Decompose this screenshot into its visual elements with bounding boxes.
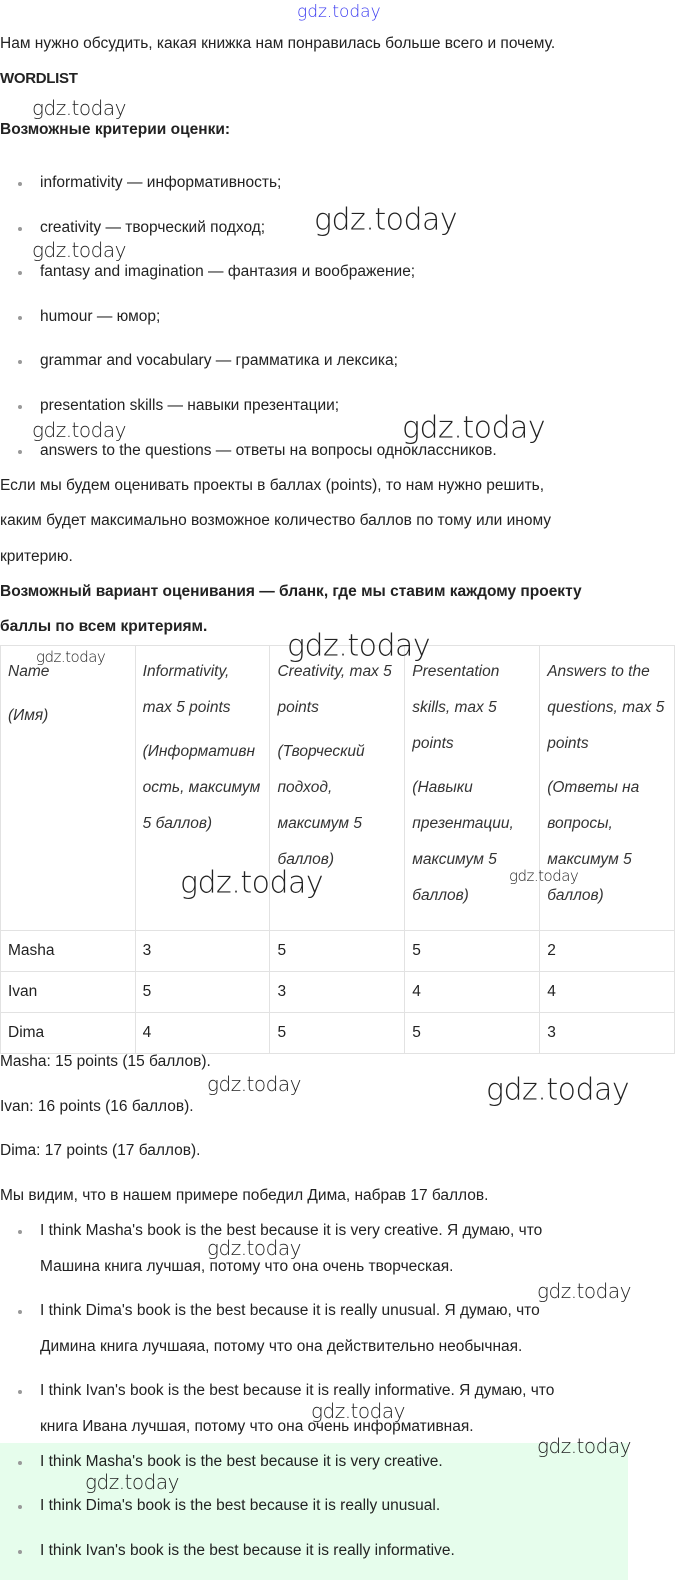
watermark: gdz.today [207, 1072, 301, 1096]
list-item: humour — юмор; [40, 308, 161, 325]
opinion-line: книга Ивана лучшая, потому что она очень информативная. [40, 1418, 474, 1435]
list-item: answers to the questions — ответы на вопросы одноклассников. [40, 442, 497, 459]
opinion-line: Машина книга лучшая, потому что она очень творческая. [40, 1258, 454, 1275]
cell-name: Dima [1, 1013, 136, 1054]
bullet-icon [18, 1230, 22, 1234]
list-item: I think Ivan's book is the best because it is really informative. [40, 1542, 455, 1559]
cell-score: 3 [540, 1013, 675, 1054]
points-paragraph-line: Если мы будем оценивать проекты в баллах (points), то нам нужно решить, [0, 477, 545, 494]
header-answers: Answers to the questions, max 5 points (Ответы на вопросы, максимум 5 баллов) [540, 646, 675, 931]
watermark: gdz.today [537, 1434, 631, 1458]
watermark: gdz.today [36, 648, 106, 666]
cell-score: 2 [540, 931, 675, 972]
list-item: informativity — информативность; [40, 174, 282, 191]
conclusion-text: Мы видим, что в нашем примере победил Дима, набрав 17 баллов. [0, 1187, 489, 1204]
header-presentation: Presentation skills, max 5 points (Навыки презентации, максимум 5 баллов) [405, 646, 540, 931]
bullet-icon [18, 1550, 22, 1554]
bullet-icon [18, 1461, 22, 1465]
wordlist-heading: WORDLIST [0, 70, 78, 87]
list-item: I think Masha's book is the best because it is very creative. [40, 1453, 443, 1470]
opinion-line: Димина книга лучшаяа, потому что она действительно необычная. [40, 1338, 523, 1355]
bullet-icon [18, 1390, 22, 1394]
list-item: creativity — творческий подход; [40, 219, 266, 236]
opinion-line: I think Masha's book is the best because it is very creative. Я думаю, что [40, 1222, 543, 1239]
points-paragraph-line: каким будет максимально возможное количество баллов по тому или иному [0, 512, 552, 529]
cell-score: 5 [270, 1013, 405, 1054]
list-item: fantasy and imagination — фантазия и воображение; [40, 263, 416, 280]
cell-score: 4 [540, 972, 675, 1013]
watermark: gdz.today [537, 1279, 631, 1303]
bullet-icon [18, 360, 22, 364]
total-ivan: Ivan: 16 points (16 баллов). [0, 1098, 194, 1115]
watermark: gdz.today [486, 1072, 630, 1108]
total-masha: Masha: 15 points (15 баллов). [0, 1053, 211, 1070]
watermark: gdz.today [32, 418, 126, 442]
cell-score: 5 [270, 931, 405, 972]
bullet-icon [18, 1310, 22, 1314]
form-paragraph-line: Возможный вариант оценивания — бланк, где мы ставим каждому проекту [0, 583, 582, 600]
watermark: gdz.today [180, 865, 324, 901]
cell-name: Ivan [1, 972, 136, 1013]
table-header-row [1, 646, 675, 931]
table-row [1, 972, 675, 1013]
cell-score: 4 [135, 1013, 270, 1054]
watermark: gdz.today [402, 410, 546, 446]
score-table [0, 645, 675, 1054]
watermark: gdz.today [314, 202, 458, 238]
cell-score: 3 [270, 972, 405, 1013]
watermark: gdz.today [287, 628, 431, 664]
header-creativity: Creativity, max 5 points (Творческий подход, максимум 5 баллов) [270, 646, 405, 931]
watermark: gdz.today [509, 867, 579, 885]
watermark: gdz.today [32, 96, 126, 120]
watermark: gdz.today [207, 1236, 301, 1260]
list-item: grammar and vocabulary — грамматика и лексика; [40, 352, 398, 369]
header-name: Name (Имя) [1, 646, 136, 931]
list-item: presentation skills — навыки презентации; [40, 397, 340, 414]
total-dima: Dima: 17 points (17 баллов). [0, 1142, 201, 1159]
cell-score: 5 [135, 972, 270, 1013]
header-informativity: Informativity, max 5 points (Информативность, максимум 5 баллов) [135, 646, 270, 931]
intro-text: Нам нужно обсудить, какая книжка нам понравилась больше всего и почему. [0, 35, 556, 52]
form-paragraph-line: баллы по всем критериям. [0, 618, 208, 635]
opinion-line: I think Dima's book is the best because it is really unusual. Я думаю, что [40, 1302, 540, 1319]
bullet-icon [18, 1505, 22, 1509]
table-row [1, 931, 675, 972]
criteria-heading: Возможные критерии оценки: [0, 121, 231, 138]
bullet-icon [18, 271, 22, 275]
cell-name: Masha [1, 931, 136, 972]
bullet-icon [18, 450, 22, 454]
table-row [1, 1013, 675, 1054]
site-logo[interactable]: gdz.today [297, 2, 381, 22]
cell-score: 3 [135, 931, 270, 972]
list-item: I think Dima's book is the best because it is really unusual. [40, 1497, 441, 1514]
opinion-line: I think Ivan's book is the best because it is really informative. Я думаю, что [40, 1382, 555, 1399]
cell-score: 4 [405, 972, 540, 1013]
points-paragraph-line: критерию. [0, 548, 73, 565]
bullet-icon [18, 405, 22, 409]
watermark: gdz.today [32, 238, 126, 262]
watermark: gdz.today [85, 1470, 179, 1494]
cell-score: 5 [405, 1013, 540, 1054]
watermark: gdz.today [311, 1399, 405, 1423]
bullet-icon [18, 316, 22, 320]
cell-score: 5 [405, 931, 540, 972]
bullet-icon [18, 227, 22, 231]
bullet-icon [18, 182, 22, 186]
